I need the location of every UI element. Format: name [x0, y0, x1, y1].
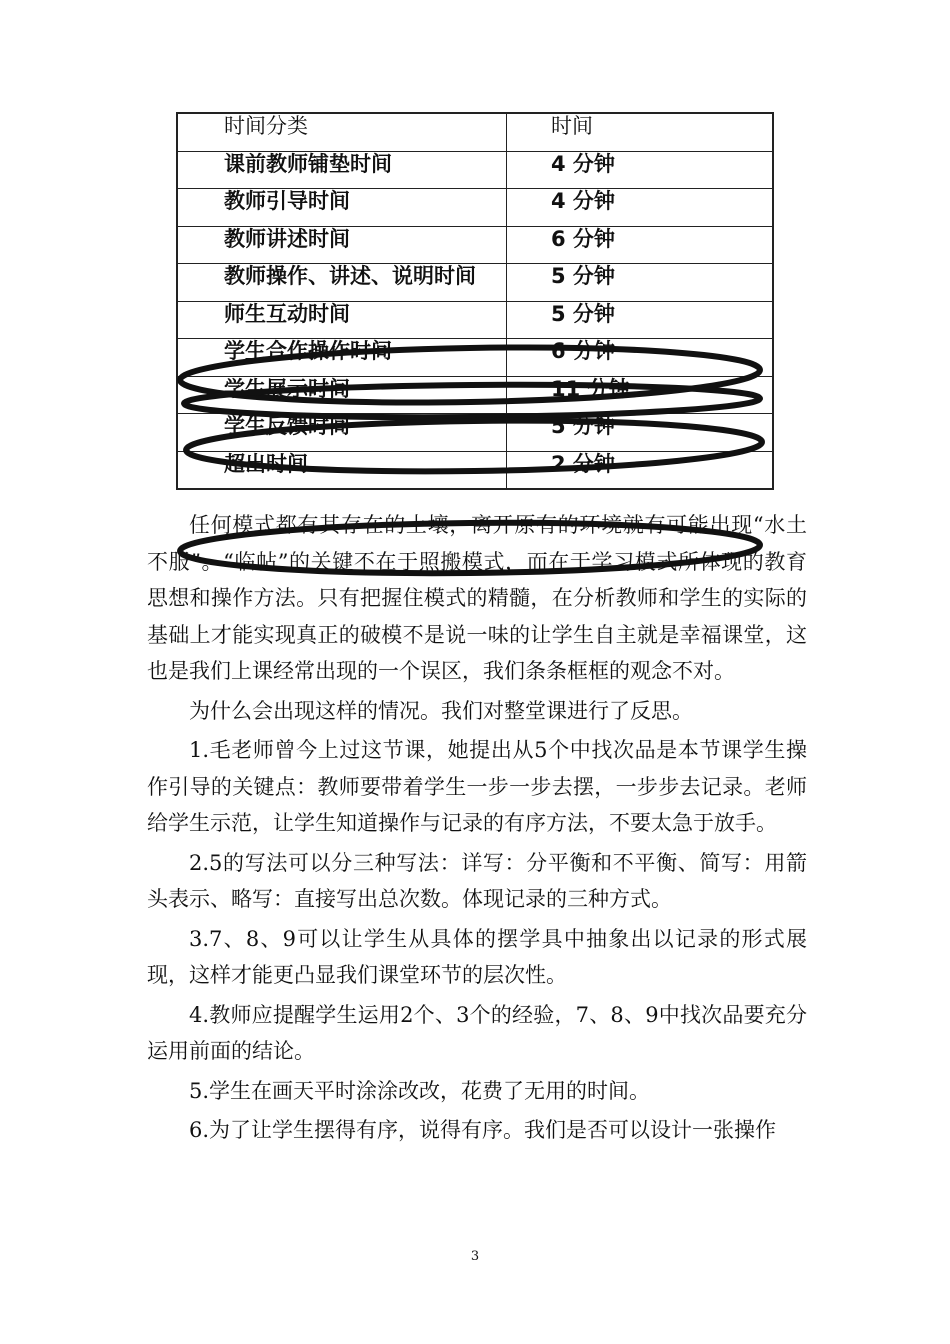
row-category: 学生反馈时间: [177, 414, 507, 452]
row-time: 11 分钟: [507, 376, 774, 414]
header-category: 时间分类: [177, 113, 507, 151]
row-time: 5 分钟: [507, 264, 774, 302]
paragraph: 2.5的写法可以分三种写法：详写：分平衡和不平衡、简写：用箭头表示、略写：直接写出总次数。体现记录的三种方式。: [147, 850, 807, 911]
row-time: 6 分钟: [507, 339, 774, 377]
header-time: 时间: [507, 113, 774, 151]
paragraph: 5.学生在画天平时涂涂改改，花费了无用的时间。: [189, 1078, 651, 1103]
row-category: 学生合作操作时间: [177, 339, 507, 377]
row-time: 5 分钟: [507, 414, 774, 452]
paragraph: 1.毛老师曾今上过这节课，她提出从5个中找次品是本节课学生操作引导的关键点：教师要带着学生一步一步去摆，一步步去记录。老师给学生示范，让学生知道操作与记录的有序方法，不要太急于放手。: [147, 738, 807, 835]
paragraph: 4.教师应提醒学生运用2个、3个的经验，7、8、9中找次品要充分运用前面的结论。: [147, 1002, 807, 1063]
table-row: [177, 264, 773, 302]
page-number: 3: [470, 1249, 480, 1264]
paragraph: 任何模式都有其存在的土壤，离开原有的环境就有可能出现“水土不服”。“临帖”的关键不在于照搬模式，而在于学习模式所体现的教育思想和操作方法。只有把握住模式的精髓，在分析教师和学生的实际的基础上才能实现真正的破模不是说一味的让学生自主就是幸福课堂，这也是我们上课经常出现的一个误区，我们条条框框的观念不对。: [147, 513, 807, 683]
row-time: 5 分钟: [507, 301, 774, 339]
table-row: [177, 414, 773, 452]
row-category: 课前教师铺垫时间: [177, 151, 507, 189]
body-text: [147, 507, 807, 1149]
paragraph: 为什么会出现这样的情况。我们对整堂课进行了反思。: [189, 698, 693, 723]
row-category: 师生互动时间: [177, 301, 507, 339]
table-row: [177, 451, 773, 489]
table-header-row: [177, 113, 773, 151]
row-category: 教师操作、讲述、说明时间: [177, 264, 507, 302]
row-category: 教师引导时间: [177, 189, 507, 227]
row-time: 4 分钟: [507, 189, 774, 227]
table-row: [177, 301, 773, 339]
table-row: [177, 189, 773, 227]
row-category: 学生展示时间: [177, 376, 507, 414]
row-time: 6 分钟: [507, 226, 774, 264]
row-time: 2 分钟: [507, 451, 774, 489]
table-row: [177, 376, 773, 414]
row-time: 4 分钟: [507, 151, 774, 189]
row-category: 超出时间: [177, 451, 507, 489]
paragraph: 3.7、8、9可以让学生从具体的摆学具中抽象出以记录的形式展现，这样才能更凸显我们课堂环节的层次性。: [147, 926, 807, 987]
time-allocation-table: [176, 112, 774, 490]
table-row: [177, 339, 773, 377]
table-row: [177, 151, 773, 189]
row-category: 教师讲述时间: [177, 226, 507, 264]
table-row: [177, 226, 773, 264]
paragraph: 6.为了让学生摆得有序，说得有序。我们是否可以设计一张操作: [189, 1118, 777, 1142]
